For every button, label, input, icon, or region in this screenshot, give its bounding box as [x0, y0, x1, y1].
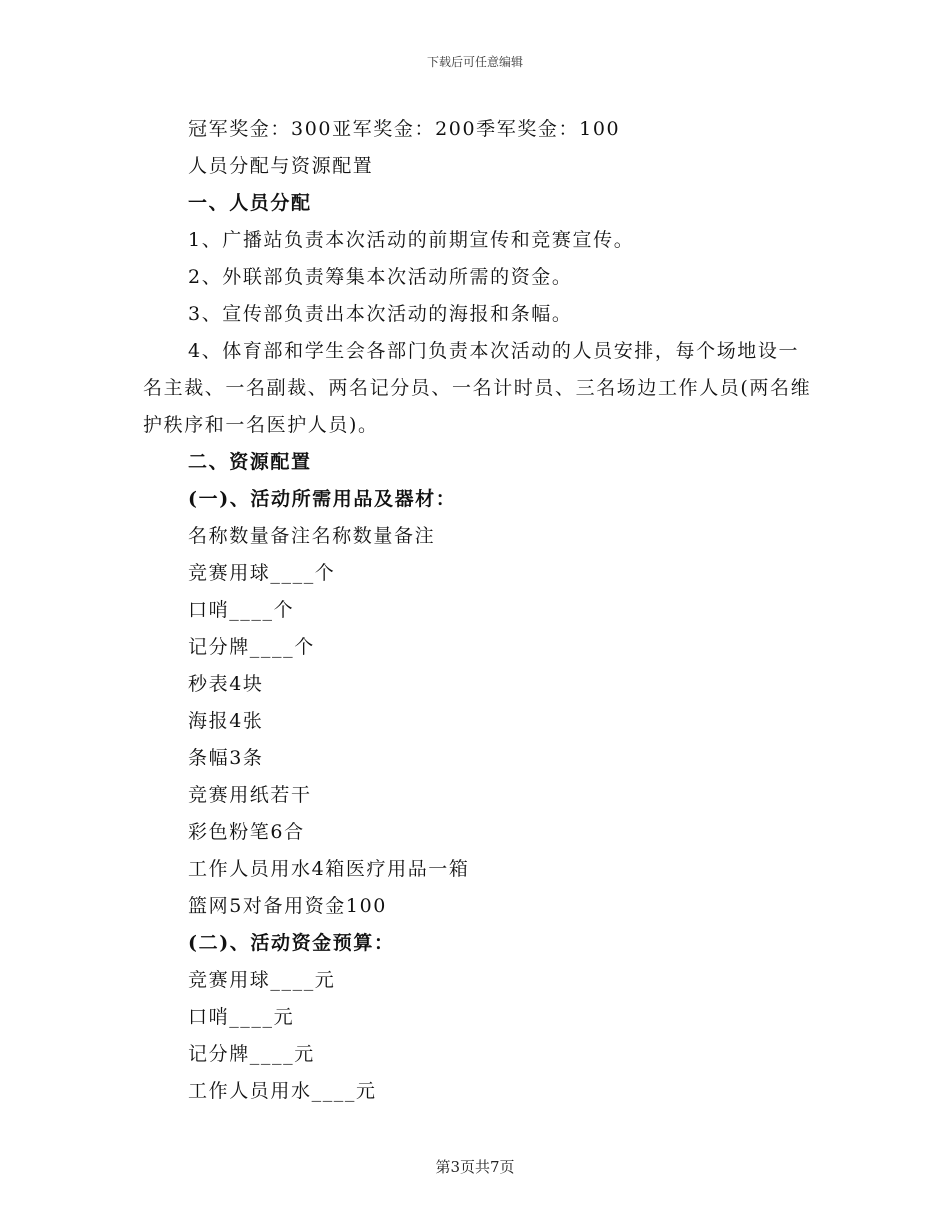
- budget-line: 竞赛用球____元: [188, 969, 336, 991]
- equipment-line: 秒表4块: [188, 673, 264, 695]
- equipment-line: 记分牌____个: [188, 636, 315, 658]
- equipment-line: 名称数量备注名称数量备注: [188, 525, 436, 547]
- equipment-line: 彩色粉笔6合: [188, 821, 305, 843]
- page-header: 下载后可任意编辑: [426, 55, 523, 69]
- budget-line: 口哨____元: [188, 1006, 295, 1028]
- staff-item: 4、体育部和学生会各部门负责本次活动的人员安排，每个场地设一名主裁、一名副裁、两名记分员、一名计时员、三名场边工作人员(两名维护秩序和一名医护人员)。: [143, 340, 812, 436]
- equipment-line: 口哨____个: [188, 599, 295, 621]
- equipment-line: 竞赛用球____个: [188, 562, 336, 584]
- budget-line: 记分牌____元: [188, 1043, 315, 1065]
- budget-line: 工作人员用水____元: [188, 1080, 377, 1102]
- subheading-budget: (二)、活动资金预算：: [188, 932, 395, 954]
- heading-resource-allocation: 二、资源配置: [188, 451, 312, 473]
- equipment-line: 海报4张: [188, 710, 264, 732]
- subheading-equipment: (一)、活动所需用品及器材：: [188, 488, 457, 510]
- staff-item: 1、广播站负责本次活动的前期宣传和竞赛宣传。: [188, 229, 635, 251]
- equipment-line: 条幅3条: [188, 747, 264, 769]
- section-title: 人员分配与资源配置: [188, 155, 374, 177]
- prize-line: 冠军奖金：300亚军奖金：200季军奖金：100: [188, 118, 621, 140]
- staff-item: 3、宣传部负责出本次活动的海报和条幅。: [188, 303, 573, 325]
- heading-staff-allocation: 一、人员分配: [188, 192, 312, 214]
- document-body: [143, 111, 813, 1110]
- equipment-line: 竞赛用纸若干: [188, 784, 312, 806]
- page-footer: 第3页共7页: [435, 1158, 515, 1176]
- equipment-line: 工作人员用水4箱医疗用品一箱: [188, 858, 470, 880]
- staff-item: 2、外联部负责筹集本次活动所需的资金。: [188, 266, 573, 288]
- equipment-line: 篮网5对备用资金100: [188, 895, 387, 917]
